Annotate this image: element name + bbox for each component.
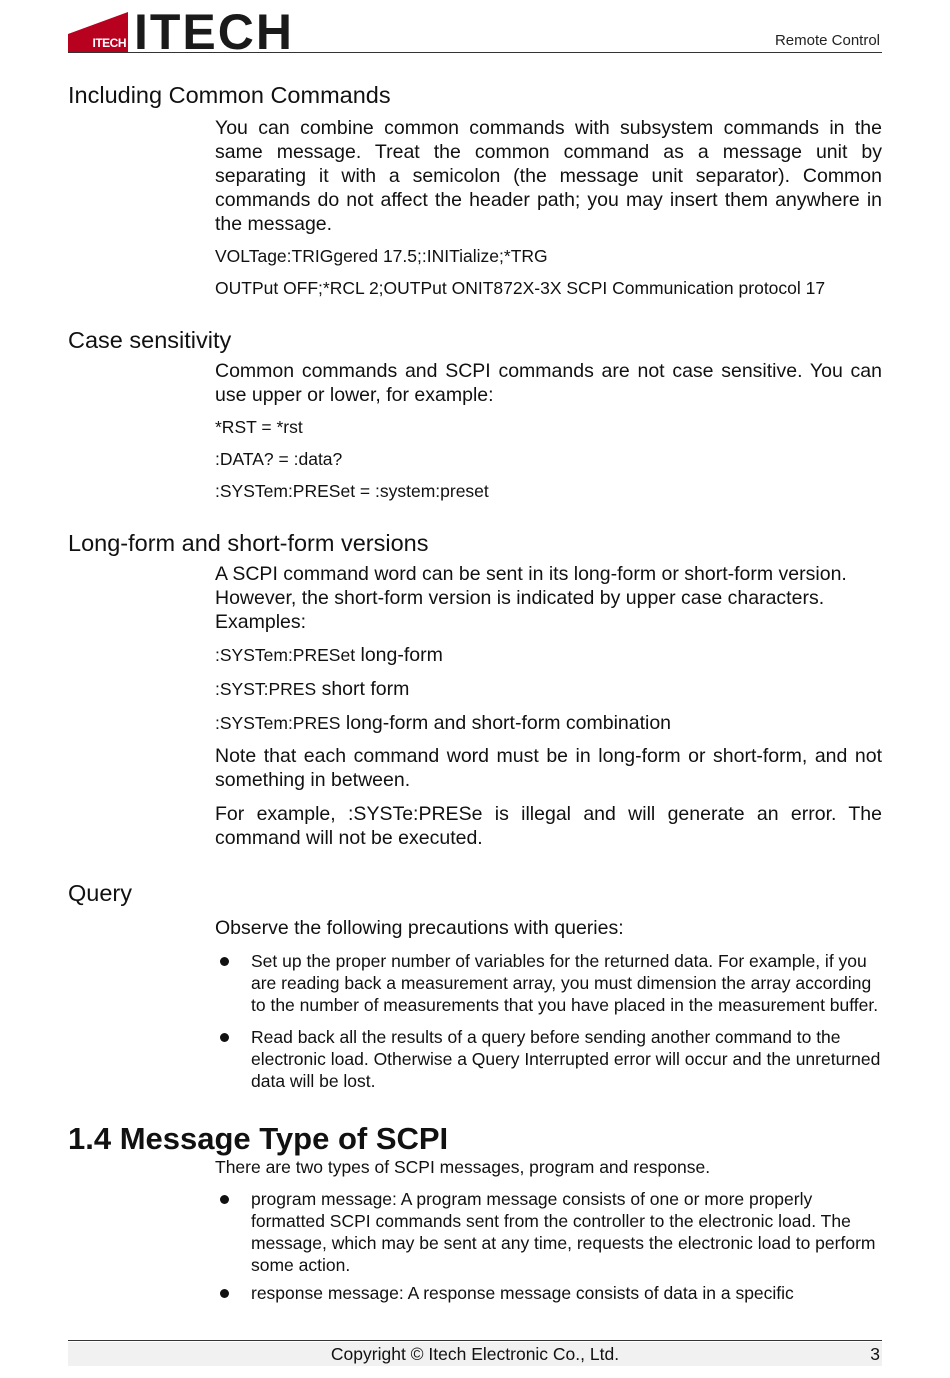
message-type-bullet-1: program message: A program message consists of one or more properly formatted SCPI commands sent from the controller to the electronic load. The message, which may be sent at any time, requests the electronic load to perform some action. [251, 1189, 876, 1275]
header-section-title: Remote Control [774, 32, 880, 49]
long-form-example [215, 644, 882, 666]
bullet-dot-icon [220, 1195, 229, 1204]
query-bullet-list [215, 950, 882, 1092]
combination-command: :SYSTem:PRES [215, 713, 341, 733]
logo-wordmark: ITECH [134, 4, 294, 60]
case-code-2: :DATA? = :data? [215, 449, 343, 469]
common-commands-code-2: OUTPut OFF;*RCL 2;OUTPut ONIT872X-3X SCPI Communication protocol 17 [215, 278, 826, 298]
common-commands-paragraph: You can combine common commands with subsystem commands in the same message. Treat the common command as a message unit by separating it with a semicolon (the message unit separator). Common commands do not affect the header path; you may insert them anywhere in the message. [215, 117, 882, 235]
page-footer [68, 1340, 882, 1366]
list-item [215, 1026, 882, 1092]
logo-mark [68, 12, 128, 52]
combination-example [215, 712, 882, 734]
case-sensitivity-body [215, 359, 882, 502]
bullet-dot-icon [220, 957, 229, 966]
case-code-3: :SYSTem:PRESet = :system:preset [215, 481, 489, 501]
long-short-form-note-1: Note that each command word must be in long-form or short-form, and not something in between. [215, 745, 882, 791]
query-body [215, 916, 882, 1092]
short-form-example [215, 678, 882, 700]
list-item [215, 1188, 882, 1276]
page-header [68, 4, 882, 60]
long-short-form-body [215, 562, 882, 850]
page-content [68, 80, 882, 1304]
query-bullet-1: Set up the proper number of variables for the returned data. For example, if you are reading back a measurement array, you must dimension the array according to the number of measurements that you have placed in the measurement buffer. [251, 951, 879, 1015]
long-short-form-paragraph: A SCPI command word can be sent in its long-form or short-form version. However, the short-form version is indicated by upper case characters. Examples: [215, 563, 847, 633]
header-divider [68, 52, 882, 53]
heading-common-commands: Including Common Commands [68, 82, 391, 108]
common-commands-body [215, 116, 882, 299]
heading-long-short-form: Long-form and short-form versions [68, 530, 429, 556]
bullet-dot-icon [220, 1033, 229, 1042]
itech-logo [68, 4, 294, 60]
list-item [215, 1282, 882, 1304]
query-bullet-2: Read back all the results of a query before sending another command to the electronic load. Otherwise a Query Interrupted error will occur and the unreturned data will be lost. [251, 1027, 881, 1091]
case-sensitivity-paragraph: Common commands and SCPI commands are not case sensitive. You can use upper or lower, for example: [215, 360, 882, 406]
heading-case-sensitivity: Case sensitivity [68, 327, 232, 353]
query-paragraph: Observe the following precautions with queries: [215, 917, 624, 939]
heading-message-type: 1.4 Message Type of SCPI [68, 1121, 449, 1156]
long-form-description: long-form [355, 644, 443, 666]
message-type-bullet-list [215, 1188, 882, 1304]
logo-small-text: ITECH [92, 36, 126, 50]
message-type-body [215, 1156, 882, 1304]
long-form-command: :SYSTem:PRESet [215, 645, 356, 665]
common-commands-code-1: VOLTage:TRIGgered 17.5;:INITialize;*TRG [215, 246, 548, 266]
footer-divider [68, 1340, 882, 1341]
case-code-1: *RST = *rst [215, 417, 303, 437]
heading-query: Query [68, 880, 132, 906]
long-short-form-note-2: For example, :SYSTe:PRESe is illegal and will generate an error. The command will not be executed. [215, 803, 882, 849]
footer-copyright: Copyright © Itech Electronic Co., Ltd. [330, 1344, 620, 1364]
short-form-command: :SYST:PRES [215, 679, 317, 699]
bullet-dot-icon [220, 1289, 229, 1298]
combination-description: long-form and short-form combination [340, 712, 672, 734]
short-form-description: short form [316, 678, 410, 700]
message-type-bullet-2: response message: A response message consists of data in a specific [251, 1283, 794, 1303]
message-type-paragraph: There are two types of SCPI messages, program and response. [215, 1157, 711, 1177]
list-item [215, 950, 882, 1016]
page-number: 3 [870, 1344, 880, 1364]
